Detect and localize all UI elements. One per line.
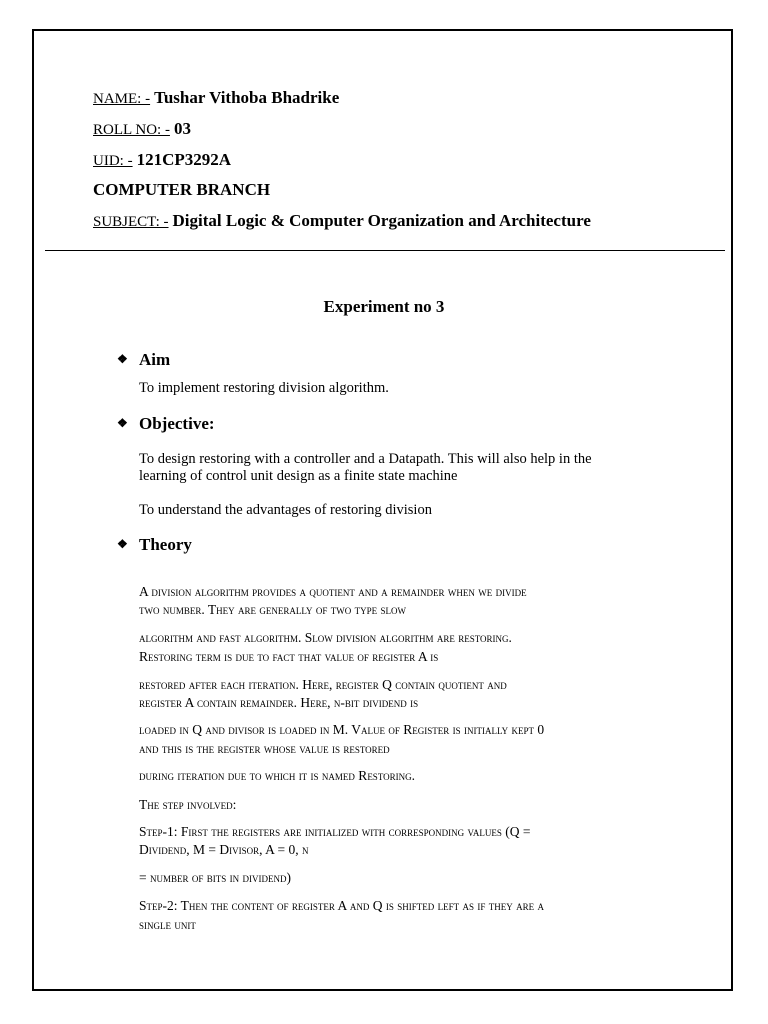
theory-line: = number of bits in dividend) <box>139 870 291 885</box>
name-value: Tushar Vithoba Bhadrike <box>154 88 340 107</box>
aim-heading-text: Aim <box>139 350 171 369</box>
diamond-bullet-icon: ❖ <box>117 537 128 551</box>
theory-line: during iteration due to which it is named Restoring. <box>139 768 416 783</box>
aim-text: To implement restoring division algorithm. <box>139 380 389 396</box>
theory-line: Restoring term is due to fact that value of register A is <box>139 649 439 664</box>
theory-line: register A contain remainder. Here, n-bit dividend is <box>139 695 419 710</box>
theory-line: A division algorithm provides a quotient and a remainder when we divide <box>139 584 527 599</box>
theory-heading-text: Theory <box>139 535 192 554</box>
theory-line: Step-2: Then the content of register A and Q is shifted left as if they are a <box>139 898 545 913</box>
theory-line: The step involved: <box>139 797 237 812</box>
objective-heading-text: Objective: <box>139 414 215 433</box>
theory-line: and this is the register whose value is restored <box>139 741 390 756</box>
uid-label: UID: - <box>93 153 133 169</box>
aim-heading <box>117 350 170 370</box>
theory-line: single unit <box>139 917 196 932</box>
objective-heading <box>117 414 215 434</box>
theory-line: Step-1: First the registers are initialized with corresponding values (Q = <box>139 824 531 839</box>
name-line <box>93 88 339 108</box>
name-label: NAME: - <box>93 91 151 107</box>
theory-line: two number. They are generally of two type slow <box>139 602 406 617</box>
header-divider <box>45 250 725 251</box>
roll-value: 03 <box>173 119 191 138</box>
theory-heading <box>117 535 192 555</box>
theory-line: loaded in Q and divisor is loaded in M. Value of Register is initially kept 0 <box>139 722 545 737</box>
roll-line <box>93 119 191 139</box>
objective-line-2: learning of control unit design as a finite state machine <box>139 468 458 484</box>
uid-value: 121CP3292A <box>136 150 232 169</box>
diamond-bullet-icon: ❖ <box>117 416 128 430</box>
diamond-bullet-icon: ❖ <box>117 352 128 366</box>
objective-line-1: To design restoring with a controller and a Datapath. This will also help in the <box>139 451 592 467</box>
subject-label: SUBJECT: - <box>93 214 169 230</box>
subject-line <box>93 211 591 231</box>
experiment-title: Experiment no 3 <box>323 297 445 316</box>
branch-line: COMPUTER BRANCH <box>93 180 271 199</box>
theory-line: algorithm and fast algorithm. Slow division algorithm are restoring. <box>139 630 512 645</box>
roll-label: ROLL NO: - <box>93 122 170 138</box>
uid-line <box>93 150 231 170</box>
objective-line-3: To understand the advantages of restoring division <box>139 502 432 518</box>
theory-line: restored after each iteration. Here, register Q contain quotient and <box>139 677 507 692</box>
theory-line: Dividend, M = Divisor, A = 0, n <box>139 842 309 857</box>
subject-value: Digital Logic & Computer Organization and Architecture <box>172 211 591 230</box>
